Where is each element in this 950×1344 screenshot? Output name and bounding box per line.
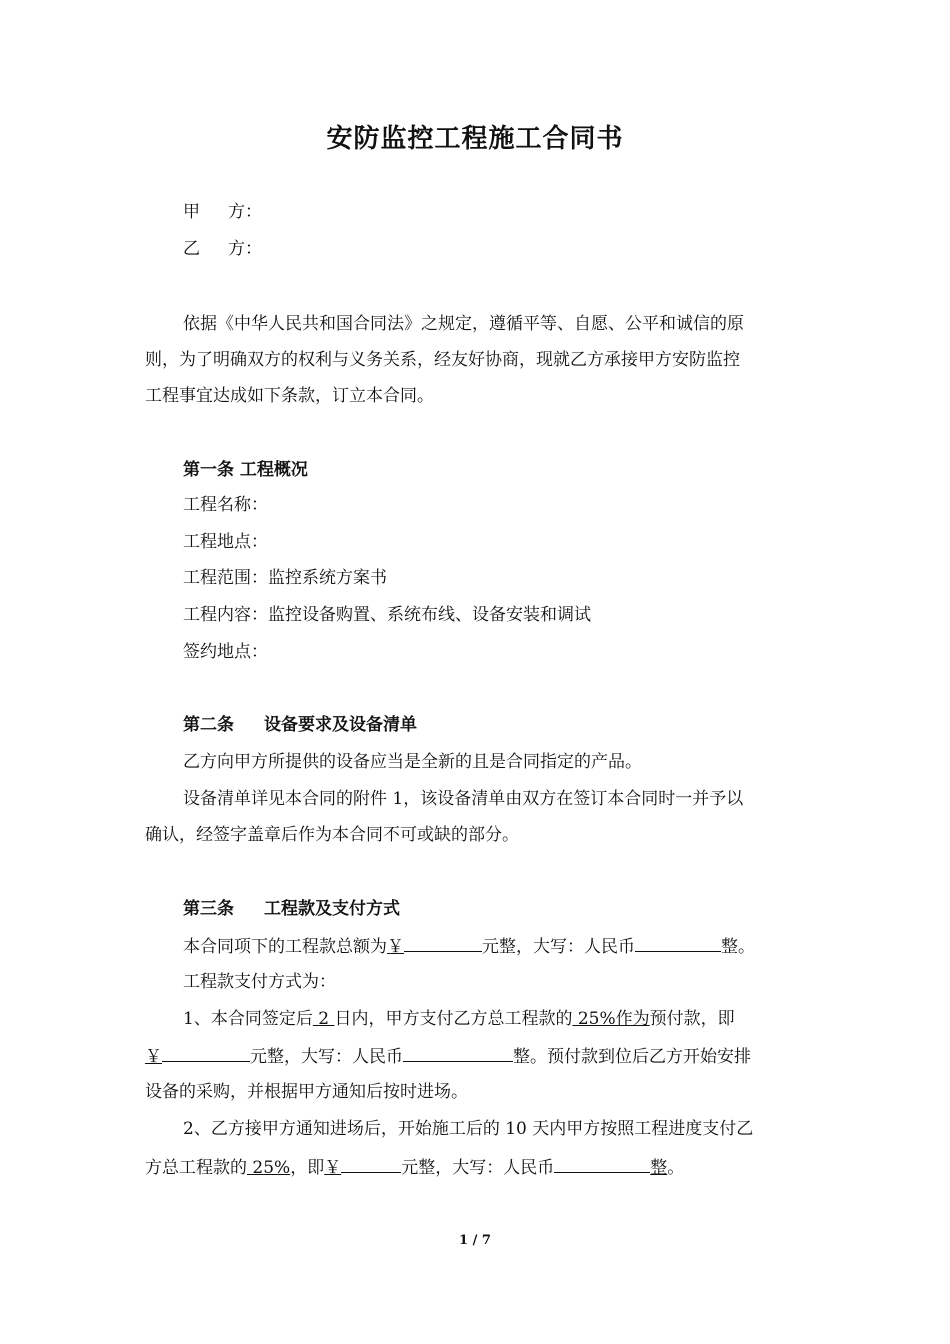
payment-1-a: 1、本合同签定后: [183, 1009, 313, 1029]
project-location-field: 工程地点：: [183, 532, 268, 552]
intro-line-2: 则，为了明确双方的权利与义务关系，经友好协商，现就乙方承接甲方安防监控: [145, 350, 740, 370]
payment-2-line-1: 2、乙方接甲方通知进场后，开始施工后的 10 天内甲方按照工程进度支付乙: [183, 1119, 754, 1139]
total-prefix: 本合同项下的工程款总额为: [183, 937, 387, 957]
payment-2-end: 整: [650, 1158, 668, 1178]
payment-2-yen: ￥: [324, 1158, 342, 1178]
party-b-label: 乙: [183, 239, 200, 259]
payment-2-b: ，即: [290, 1158, 325, 1178]
party-a-suffix: 方：: [228, 202, 262, 222]
article2-number: 第二条: [183, 715, 234, 735]
payment-1-c: 预付款，即: [649, 1009, 735, 1029]
intro-line-3: 工程事宜达成如下条款，订立本合同。: [145, 386, 434, 406]
payment-1-end: 整。预付款到位后乙方开始安排: [513, 1047, 751, 1067]
payment-1-days: 2: [312, 1009, 335, 1029]
party-b-line: [183, 238, 262, 260]
payment-1-line-3: 设备的采购，并根据甲方通知后按时进场。: [145, 1082, 468, 1102]
article3-title: 工程款及支付方式: [264, 899, 400, 919]
payment-1-amount-blank: [162, 1044, 250, 1062]
payment-1-line-1: [183, 1008, 735, 1030]
total-amount-line: [183, 934, 755, 958]
party-b-suffix: 方：: [228, 239, 262, 259]
payment-2-capital-blank: [554, 1155, 650, 1173]
payment-1-capital-blank: [403, 1044, 513, 1062]
total-amount-blank: [404, 934, 482, 952]
payment-1-b: 日内，甲方支付乙方总工程款的: [334, 1009, 573, 1029]
total-end: 整。: [721, 937, 755, 957]
party-a-line: [183, 201, 262, 223]
sign-place-field: 签约地点：: [183, 642, 268, 662]
project-scope-field: 工程范围：监控系统方案书: [183, 568, 387, 588]
payment-2-mid: 元整，大写：人民币: [401, 1158, 555, 1178]
page-number: 1 / 7: [459, 1233, 491, 1248]
article3-number: 第三条: [183, 899, 234, 919]
article2-paragraph-2-line-1: 设备清单详见本合同的附件 1，该设备清单由双方在签订本合同时一并予以: [183, 789, 744, 809]
payment-2-amount-blank: [341, 1155, 401, 1173]
article2-paragraph-1: 乙方向甲方所提供的设备应当是全新的且是合同指定的产品。: [183, 752, 642, 772]
article2-heading: [183, 714, 417, 736]
payment-2-line-2: [145, 1155, 684, 1179]
payment-1-mid: 元整，大写：人民币: [250, 1047, 403, 1067]
project-name-field: 工程名称：: [183, 495, 268, 515]
project-content-field: 工程内容：监控设备购置、系统布线、设备安装和调试: [183, 605, 591, 625]
total-yen: ￥: [387, 937, 404, 957]
payment-1-line-2: [145, 1044, 751, 1068]
payment-2-period: 。: [667, 1158, 685, 1178]
payment-2-a: 方总工程款的: [145, 1158, 247, 1178]
payment-1-yen: ￥: [145, 1047, 162, 1067]
payment-intro: 工程款支付方式为：: [183, 972, 336, 992]
payment-1-percent: 25%作为: [572, 1009, 650, 1029]
article1-heading: 第一条 工程概况: [183, 460, 308, 480]
intro-line-1: 依据《中华人民共和国合同法》之规定，遵循平等、自愿、公平和诚信的原: [183, 314, 744, 334]
article3-heading: [183, 898, 400, 920]
document-title: 安防监控工程施工合同书: [326, 124, 624, 154]
article2-title: 设备要求及设备清单: [264, 715, 417, 735]
total-mid: 元整，大写：人民币: [482, 937, 635, 957]
article2-paragraph-2-line-2: 确认，经签字盖章后作为本合同不可或缺的部分。: [145, 825, 519, 845]
party-a-label: 甲: [183, 202, 200, 222]
total-capital-blank: [635, 934, 721, 952]
payment-2-percent: 25%: [247, 1158, 291, 1178]
